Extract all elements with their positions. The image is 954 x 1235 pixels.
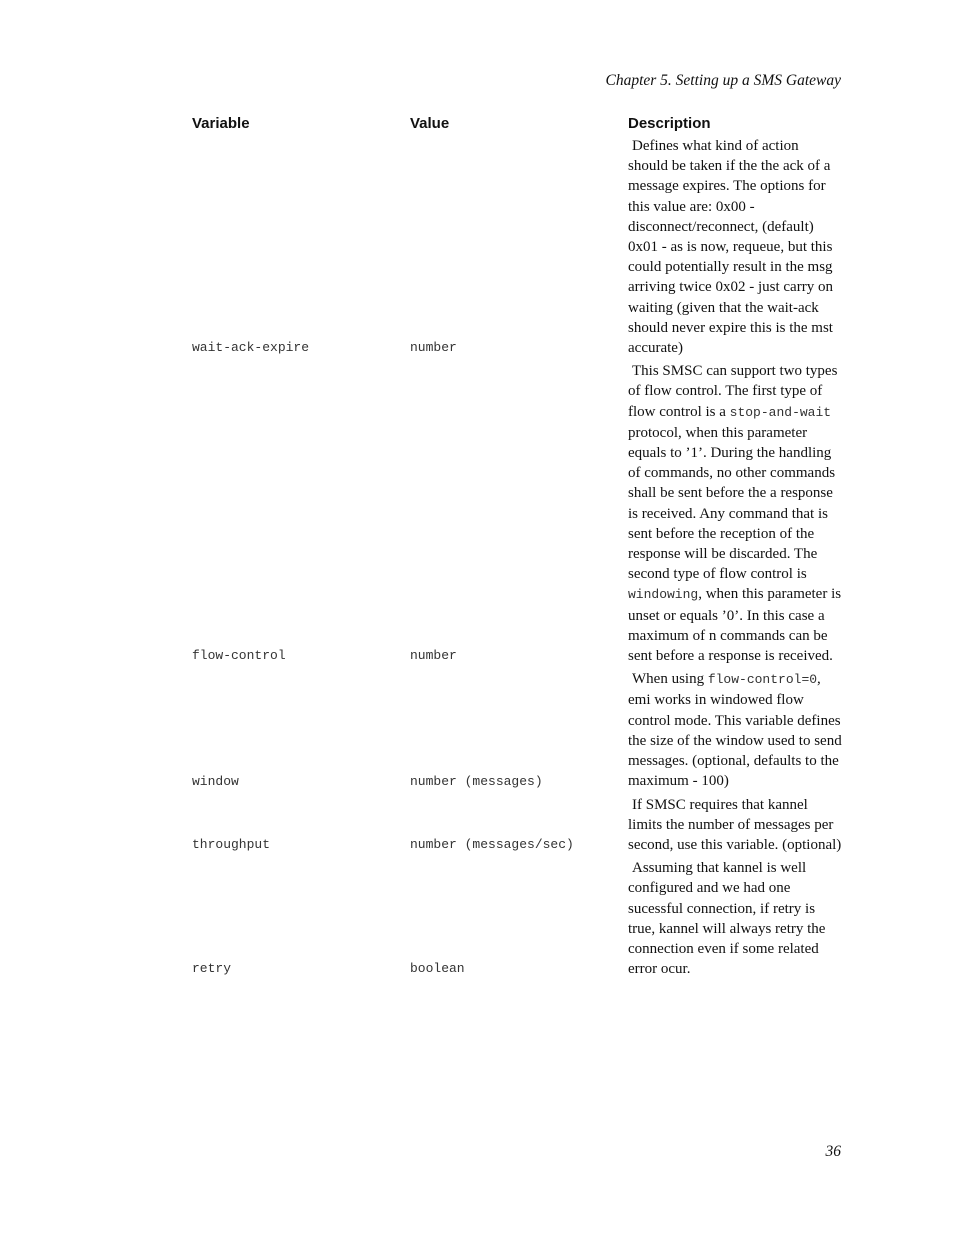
running-header: Chapter 5. Setting up a SMS Gateway [605,72,841,89]
variables-table [192,114,842,982]
description-text: , emi works in windowed flow control mode. This variable defines the size of the window used to send messages. (optional, defaults to the maximum - 100) [628,671,842,790]
table-row [192,361,842,666]
variable-description [628,669,842,791]
inline-code: flow-control=0 [707,672,818,688]
variable-name: flow-control [192,648,286,664]
description-text: , when this parameter is unset or equals ’0’. In this case a maximum of n commands can be sent before a response is received. [628,586,842,665]
column-header-description: Description [628,115,711,132]
variable-name: window [192,773,239,789]
column-header-value: Value [410,115,450,132]
table-row [192,136,842,358]
inline-code: stop-and-wait [729,404,832,420]
table-row [192,795,842,856]
inline-code: windowing [628,587,699,603]
variable-value-type: number [410,340,457,356]
page-number: 36 [825,1143,841,1160]
description-text: If SMSC requires that kannel limits the number of messages per second, use this variable. (optional) [628,796,842,853]
variable-name: throughput [192,837,271,853]
variable-value-type: number (messages) [410,773,543,789]
description-text: This SMSC can support two types of flow control. The first type of flow control is a [628,363,838,420]
variable-value-type: number (messages/sec) [410,837,574,853]
variable-description [628,361,842,666]
table-header-row [192,114,842,134]
table-row [192,669,842,791]
description-text: Assuming that kannel is well configured and we had one sucessful connection, if retry is true, kannel will always retry the connection even if some related error ocur. [628,860,826,978]
variable-description [628,858,842,979]
variable-name: retry [192,961,232,977]
variable-description [628,136,842,358]
description-text: Defines what kind of action should be taken if the the ack of a message expires. The options for this value are: 0x00 - disconnect/reconnect, (default) 0x01 - as is now, requeue, but this could potentially result in the msg arriving twice 0x02 - just carry on waiting (given that the wait-ack should never expire this is the mst accurate) [628,138,833,357]
variable-value-type: boolean [410,961,465,977]
variable-description [628,795,842,856]
column-header-variable: Variable [192,115,250,132]
variable-value-type: number [410,648,457,664]
description-text: When using [632,671,708,688]
variable-name: wait-ack-expire [192,340,310,356]
table-body [192,136,842,979]
table-row [192,858,842,979]
description-text: protocol, when this parameter equals to ’1’. During the handling of commands, no other commands shall be sent before the a response is received. Any command that is sent before the reception of the response will be discarded. The second type of flow control is [628,424,836,583]
